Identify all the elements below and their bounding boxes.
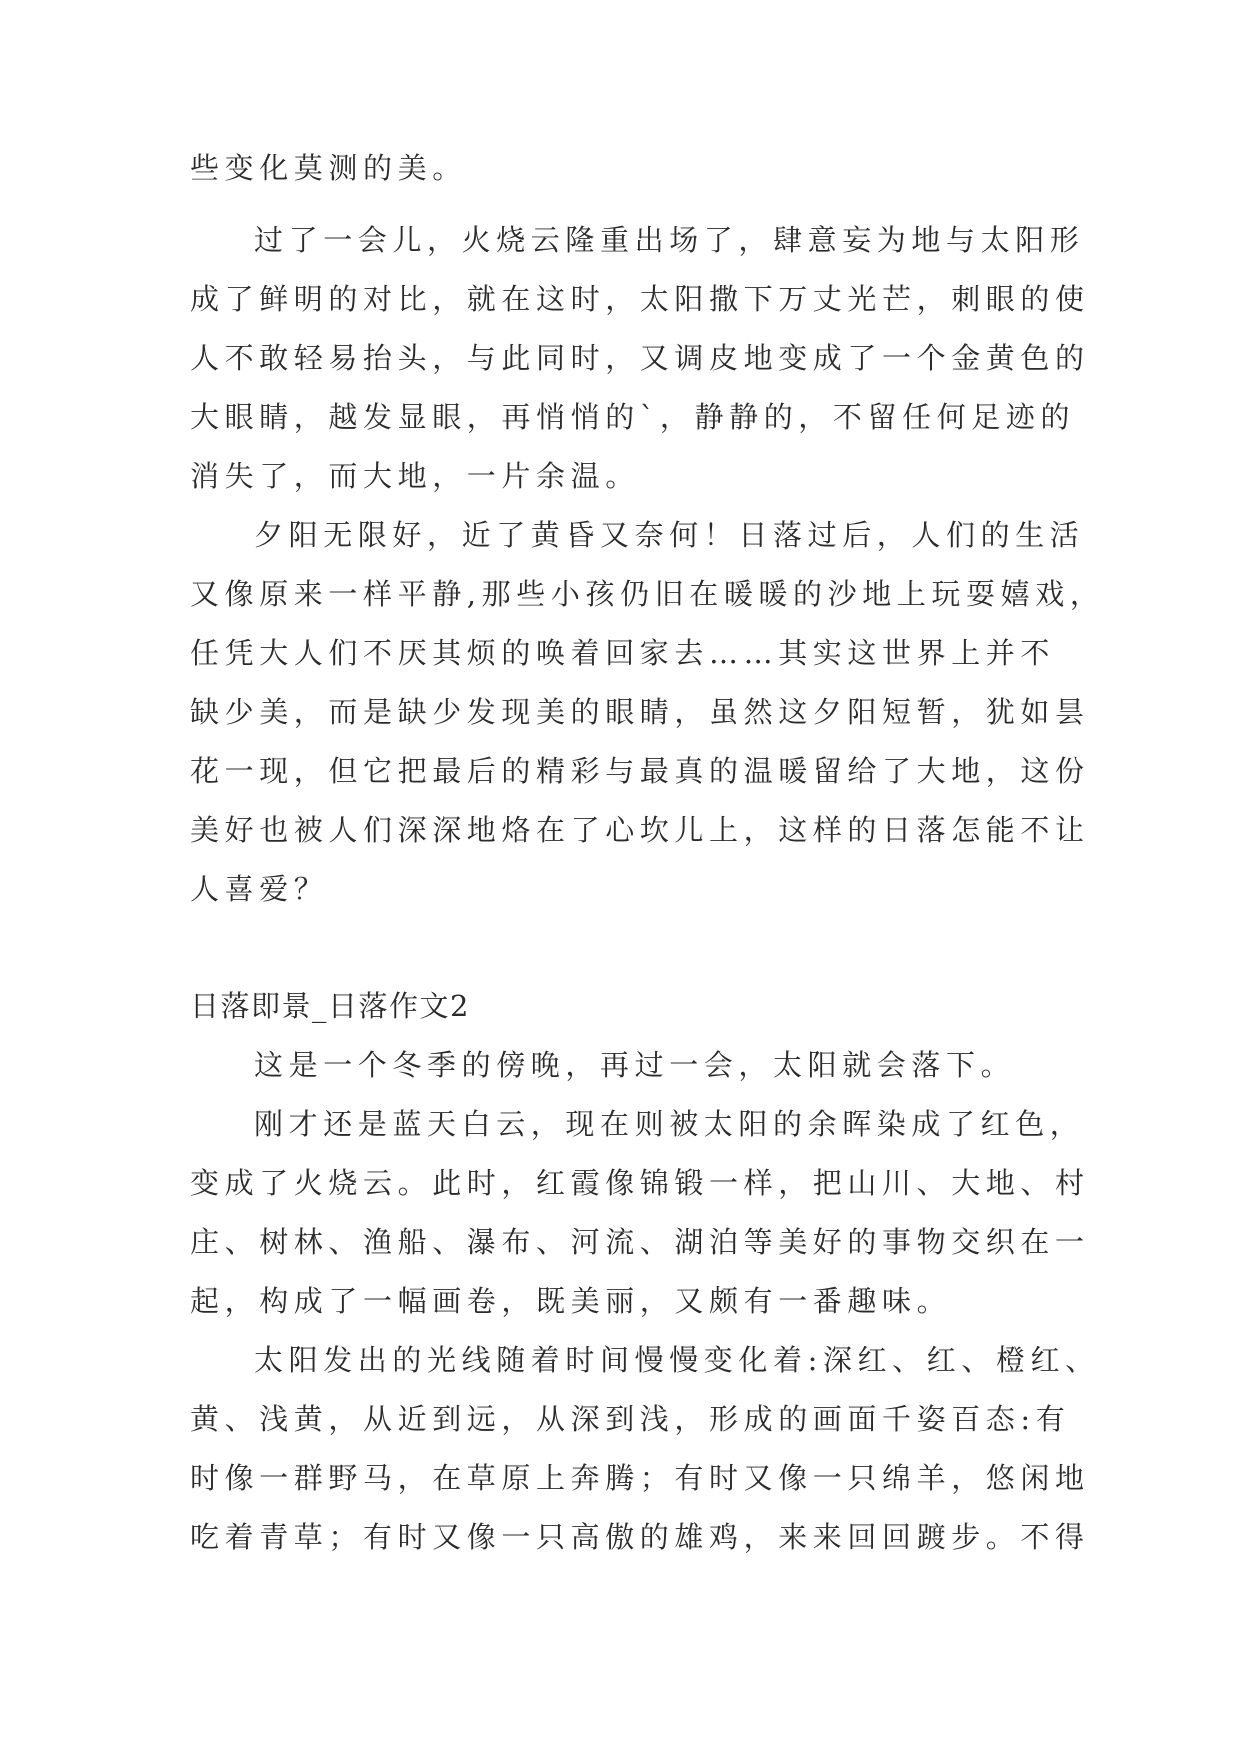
- paragraph-line: 缺少美，而是缺少发现美的眼睛，虽然这夕阳短暂，犹如昙: [190, 695, 1090, 729]
- paragraph-line: 任凭大人们不厌其烦的唤着回家去……其实这世界上并不: [190, 636, 1056, 670]
- paragraph-line: 庄、树林、渔船、瀑布、河流、湖泊等美好的事物交织在一: [190, 1225, 1090, 1259]
- paragraph-line: 夕阳无限好，近了黄昏又奈何！日落过后，人们的生活: [254, 518, 1085, 552]
- paragraph-line: 美好也被人们深深地烙在了心坎儿上，这样的日落怎能不让: [190, 813, 1090, 847]
- paragraph-line: 吃着青草；有时又像一只高傲的雄鸡，来来回回踱步。不得: [190, 1520, 1090, 1554]
- paragraph-line: 又像原来一样平静,那些小孩仍旧在暖暖的沙地上玩耍嬉戏，: [190, 577, 1105, 611]
- paragraph-line: 人喜爱？: [190, 872, 329, 906]
- paragraph-line: 些变化莫测的美。: [190, 151, 467, 185]
- paragraph-line: 太阳发出的光线随着时间慢慢变化着:深红、红、橙红、: [254, 1343, 1100, 1377]
- paragraph-line: 花一现，但它把最后的精彩与最真的温暖留给了大地，这份: [190, 754, 1090, 788]
- paragraph-line: 人不敢轻易抬头，与此同时，又调皮地变成了一个金黄色的: [190, 341, 1090, 375]
- paragraph-line: 过了一会儿，火烧云隆重出场了，肆意妄为地与太阳形: [254, 223, 1085, 257]
- paragraph-line: 刚才还是蓝天白云，现在则被太阳的余晖染成了红色，: [254, 1107, 1085, 1141]
- section-heading: 日落即景_日落作文2: [190, 989, 470, 1023]
- paragraph-line: 变成了火烧云。此时，红霞像锦锻一样，把山川、大地、村: [190, 1166, 1090, 1200]
- paragraph-line: 大眼睛，越发显眼，再悄悄的`，静静的，不留任何足迹的: [190, 400, 1076, 434]
- paragraph-line: 黄、浅黄，从近到远，从深到浅，形成的画面千姿百态:有: [190, 1402, 1071, 1436]
- paragraph-line: 消失了，而大地，一片余温。: [190, 459, 640, 493]
- paragraph-line: 成了鲜明的对比，就在这时，太阳撒下万丈光芒，刺眼的使: [190, 282, 1090, 316]
- paragraph-line: 这是一个冬季的傍晚，再过一会，太阳就会落下。: [254, 1048, 1016, 1082]
- paragraph-line: 时像一群野马，在草原上奔腾；有时又像一只绵羊，悠闲地: [190, 1461, 1090, 1495]
- paragraph-line: 起，构成了一幅画卷，既美丽，又颇有一番趣味。: [190, 1284, 952, 1318]
